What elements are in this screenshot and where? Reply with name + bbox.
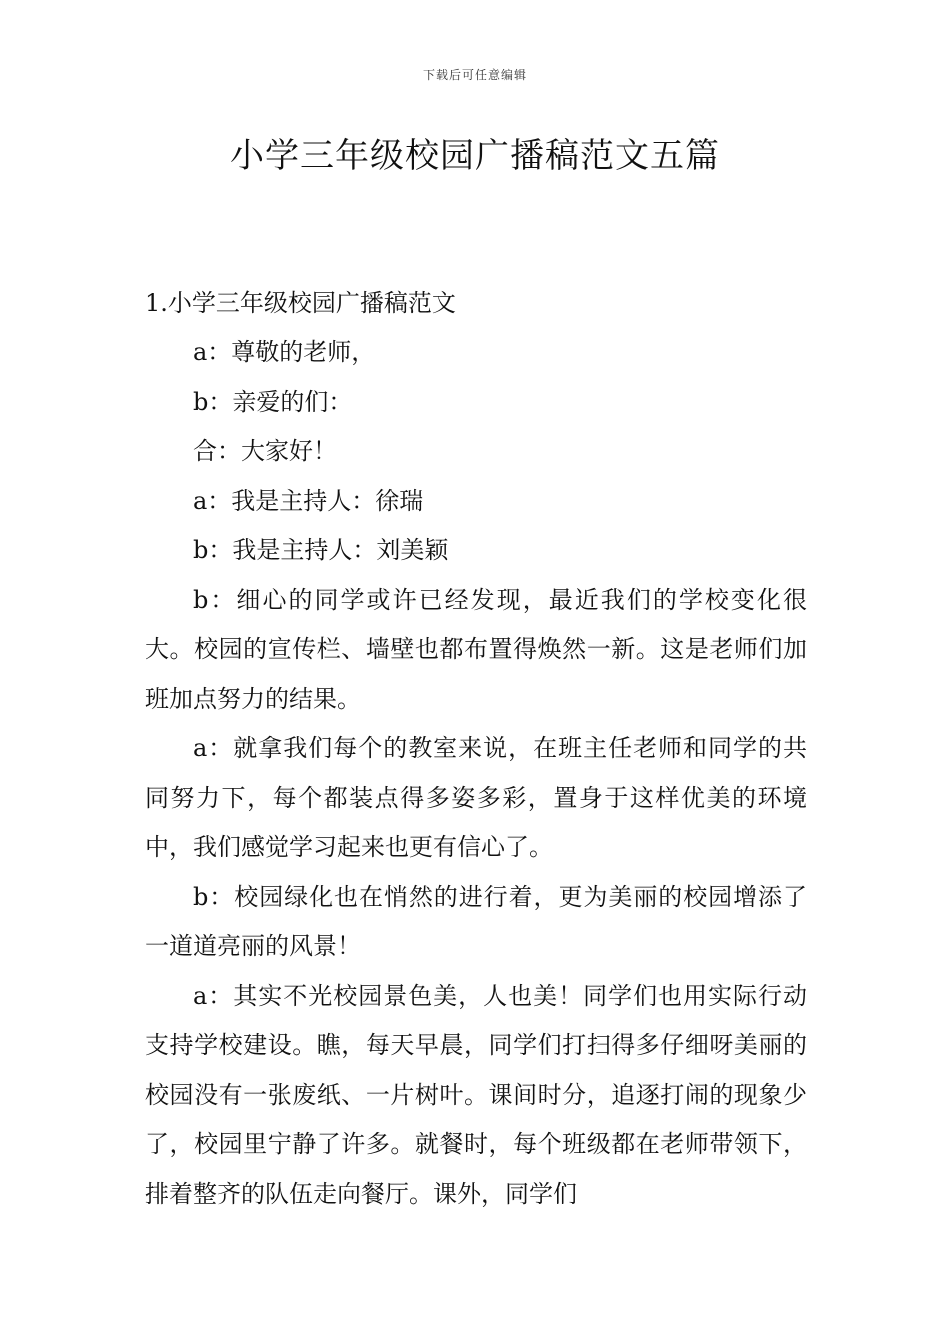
paragraph: b：我是主持人：刘美颖 xyxy=(193,536,449,564)
paragraph: a：就拿我们每个的教室来说，在班主任老师和同学的共同努力下，每个都装点得多姿多彩，置身于这样优美的环境中，我们感觉学习起来也更有信心了。 xyxy=(145,734,807,861)
paragraph: b：校园绿化也在悄然的进行着，更为美丽的校园增添了一道道亮丽的风景！ xyxy=(145,882,807,960)
paragraph: b：细心的同学或许已经发现，最近我们的学校变化很大。校园的宣传栏、墙壁也都布置得焕然一新。这是老师们加班加点努力的结果。 xyxy=(145,585,807,713)
paragraph: b：亲爱的们： xyxy=(193,387,353,416)
section-heading: 1.小学三年级校园广播稿范文 xyxy=(145,289,456,317)
document-title: 小学三年级校园广播稿范文五篇 xyxy=(230,136,720,176)
header-note: 下载后可任意编辑 xyxy=(422,68,527,82)
document-body xyxy=(145,278,807,1219)
paragraph: a：其实不光校园景色美，人也美！同学们也用实际行动支持学校建设。瞧，每天早晨，同学们打扫得多仔细呀美丽的校园没有一张废纸、一片树叶。课间时分，追逐打闹的现象少了，校园里宁静了许多。就餐时，每个班级都在老师带领下，排着整齐的队伍走向餐厅。课外，同学们 xyxy=(145,981,807,1208)
paragraph: a：尊敬的老师， xyxy=(193,338,376,366)
paragraph: a：我是主持人：徐瑞 xyxy=(193,486,424,515)
paragraph: 合：大家好！ xyxy=(193,437,337,465)
